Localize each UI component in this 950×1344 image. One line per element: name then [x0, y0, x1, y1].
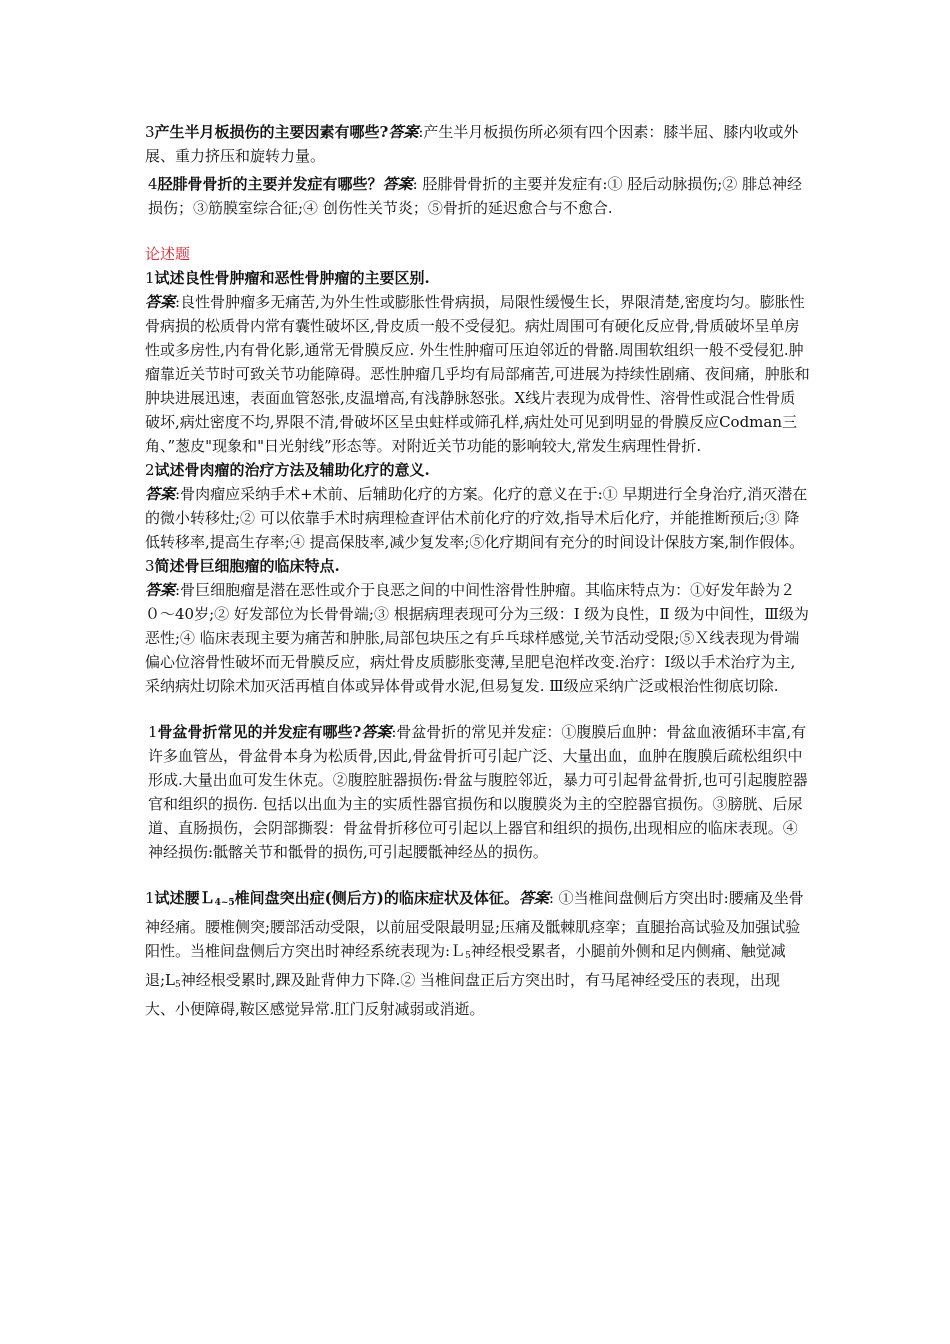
essay-answer-3 — [145, 578, 810, 698]
answer-text: :良性骨肿瘤多无痛苦,为外生性或膨胀性骨病损，局限性缓慢生长，界限清楚,密度均匀。膨胀性骨病损的松质骨内常有囊性破坏区,骨皮质一般不受侵犯。病灶周围可有硬化反应骨,骨质破坏呈单房性或多房性,内有骨化影,通常无骨膜反应. 外生性肿瘤可压迫邻近的骨骼.周围软组织一般不受侵犯.肿瘤靠近关节时可致关节功能障碍。恶性肿瘤几乎均有局部痛苦,可进展为持续性剧痛、夜间痛，肿胀和肿块进展迅速，表面血管怒张,皮温增高,有浅静脉怒张。X线片表现为成骨性、溶骨性或混合性骨质破坏,病灶密度不均,界限不清,骨破坏区呈虫蛀样或筛孔样,病灶处可见到明显的骨膜反应Codman三角、”葱皮"现象和"日光射线”形态等。对附近关节功能的影响较大,常发生病理性骨折. — [145, 293, 810, 455]
question-number: 3 — [145, 123, 155, 141]
question-number: 3 — [145, 557, 155, 575]
section-title: 论述题 — [145, 245, 191, 263]
question-number: 1 — [145, 269, 155, 287]
question-number: 4 — [148, 175, 158, 193]
answer-label: 答案 — [518, 889, 549, 907]
question-tibia-fibula — [145, 172, 810, 220]
answer-text: :骨肉瘤应采纳手术+术前、后辅助化疗的方案。化疗的意义在于:① 早期进行全身治疗,消灭潜在的微小转移灶;② 可以依靠手术时病理检查评估术前化疗的疗效,指导术后化疗，并能推断预后;③ 降低转移率,提高生存率;④ 提高保肢率,减少复发率;⑤化疗期间有充分的时间设计保肢方案,制作假体。 — [145, 485, 808, 551]
answer-text: :骨巨细胞瘤是潜在恶性或介于良恶之间的中间性溶骨性肿瘤。其临床特点为：①好发年龄为２０～40岁;② 好发部位为长骨骨端;③ 根据病理表现可分为三级：Ⅰ 级为良性，Ⅱ 级为中间性，Ⅲ级为恶性;④ 临床表现主要为痛苦和肿胀,局部包块压之有乒乓球样感觉,关节活动受限;⑤Ｘ线表现为骨端偏心位溶骨性破坏而无骨膜反应，病灶骨皮质膨胀变薄,呈肥皂泡样改变.治疗：Ⅰ级以手术治疗为主,采纳病灶切除术加灭活再植自体或异体骨或骨水泥,但易复发. Ⅲ级应采纳广泛或根治性彻底切除. — [145, 581, 809, 695]
question-text-pre: 试述腰Ｌ — [154, 889, 215, 907]
answer-text: :骨盆骨折的常见并发症：①腹膜后血肿：骨盆血液循环丰富,有许多血管丛，骨盆骨本身为松质骨,因此,骨盆骨折可引起广泛、大量出血，血肿在腹膜后疏松组织中形成.大量出血可发生休克。②腹腔脏器损伤:骨盆与腹腔邻近，暴力可引起骨盆骨折,也可引起腹腔器官和组织的损伤. 包括以出血为主的实质性器官损伤和以腹膜炎为主的空腔器官损伤。③膀胱、后尿道、直肠损伤，会阴部撕裂：骨盆骨折移位可引起以上器官和组织的损伤,出现相应的临床表现。④神经损伤:骶髂关节和骶骨的损伤,可引起腰骶神经丛的损伤。 — [148, 723, 808, 861]
answer-label: 答案 — [145, 581, 176, 599]
paragraph-gap — [145, 698, 810, 720]
question-subscript: 4~5 — [214, 898, 235, 908]
question-text: 简述骨巨细胞瘤的临床特点. — [154, 557, 340, 575]
answer-label: 答案 — [388, 123, 419, 141]
question-meniscus — [145, 120, 810, 168]
answer-label: 答案 — [145, 293, 176, 311]
question-pelvic-fracture — [145, 720, 810, 864]
essay-answer-2 — [145, 482, 810, 554]
question-text-post: 椎间盘突出症(侧后方)的临床症状及体征。 — [234, 889, 519, 907]
answer-text: :产生半月板损伤所必须有四个因素：膝半屈、膝内收或外展、重力挤压和旋转力量。 — [145, 123, 799, 165]
question-text: 骨盆骨折常见的并发症有哪些? — [157, 723, 362, 741]
answer-text-1: : ①当椎间盘侧后方突出时:腰痛及坐骨神经痛。腰椎侧突;腰部活动受限，以前屈受限最明显;压痛及骶棘肌痉挛；直腿抬高试验及加强试验阳性。当椎间盘侧后方突出时神经系统表现为:Ｌ — [145, 889, 804, 960]
answer-subscript-1: 5 — [465, 951, 471, 961]
question-text: 胫腓骨骨折的主要并发症有哪些？ — [157, 175, 383, 193]
answer-text: : 胫腓骨骨折的主要并发症有:① 胫后动脉损伤;② 腓总神经损伤；③筋膜室综合征;④ 创伤性关节炎；⑤骨折的延迟愈合与不愈合. — [148, 175, 803, 217]
question-number: 1 — [145, 889, 155, 907]
question-text: 产生半月板损伤的主要因素有哪些? — [154, 123, 389, 141]
answer-text-2: 神经根受累者，小腿前外侧和足内侧痛、触觉减退;L — [145, 942, 786, 989]
answer-subscript-2: 5 — [175, 980, 181, 990]
essay-question-2 — [145, 458, 810, 482]
essay-question-1 — [145, 266, 810, 290]
answer-label: 答案 — [145, 485, 176, 503]
document-page — [145, 120, 810, 1021]
answer-label: 答案 — [382, 175, 413, 193]
answer-label: 答案 — [361, 723, 392, 741]
question-lumbar-disc — [145, 886, 810, 1021]
question-text: 试述良性骨肿瘤和恶性骨肿瘤的主要区别. — [154, 269, 430, 287]
question-text: 试述骨肉瘤的治疗方法及辅助化疗的意义. — [154, 461, 430, 479]
essay-question-3 — [145, 554, 810, 578]
question-number: 1 — [148, 723, 158, 741]
essay-answer-1 — [145, 290, 810, 458]
question-number: 2 — [145, 461, 155, 479]
answer-text-3: 神经根受累时,踝及趾背伸力下降.② 当椎间盘正后方突出时，有马尾神经受压的表现，出现大、小便障碍,鞍区感觉异常.肛门反射减弱或消逝。 — [145, 971, 781, 1018]
paragraph-gap — [145, 864, 810, 886]
